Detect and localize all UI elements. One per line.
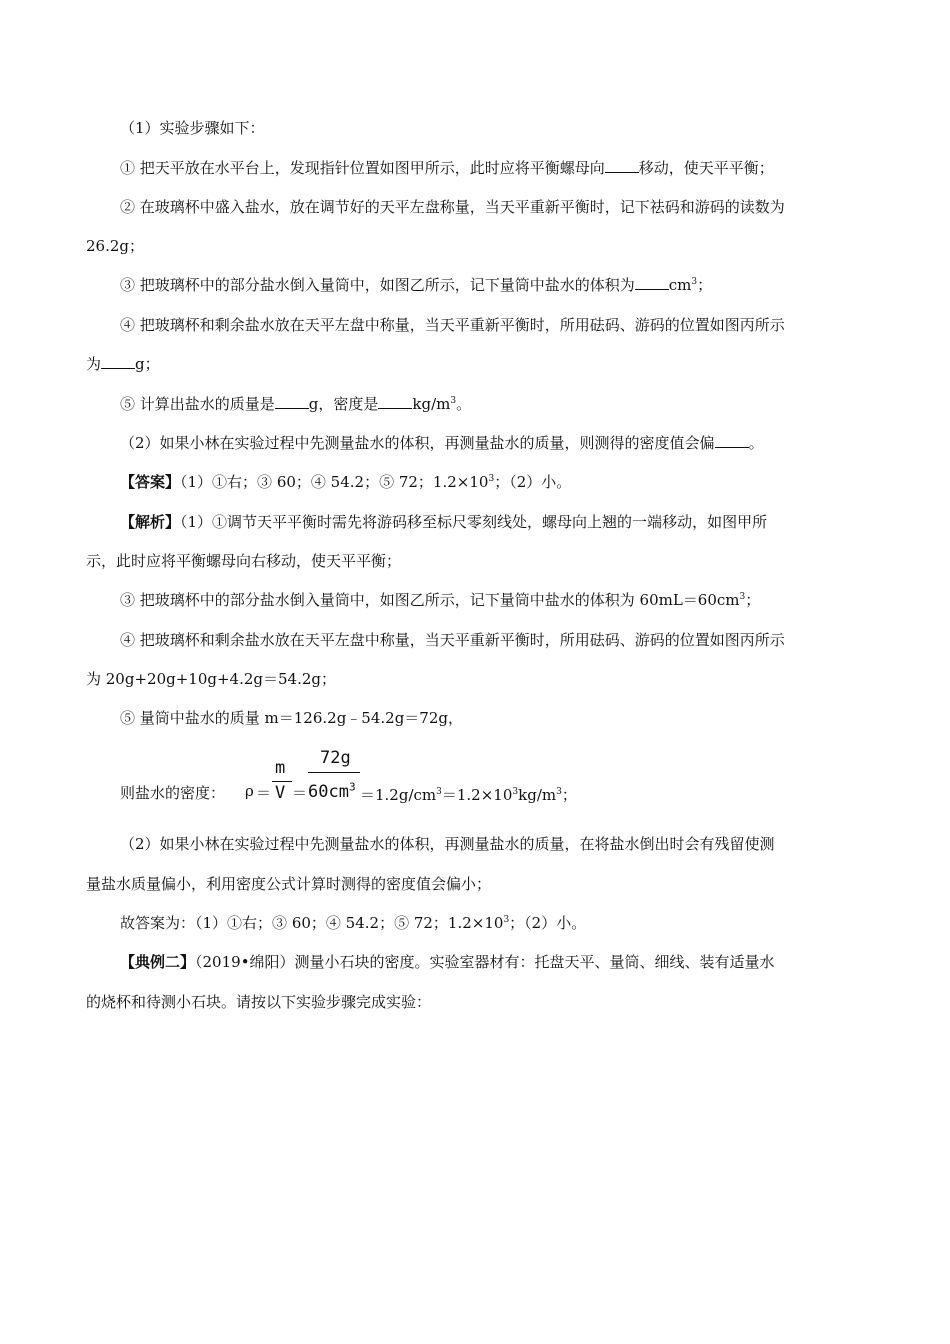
answer-line: 【答案】（1）①右；③ 60；④ 54.2；⑤ 72；$1.2\times 10^3$；（2）小。 <box>120 473 572 491</box>
density-formula <box>120 746 820 806</box>
step-4-cont: 为 g； <box>86 355 160 373</box>
analysis-step-4: ④ 把玻璃杯和剩余盐水放在天平左盘中称量，当天平重新平衡时，所用砝码、游码的位置如图丙所示 <box>120 631 785 649</box>
analysis-step-5: ⑤ 量筒中盐水的质量 m＝126.2g﹣54.2g＝72g， <box>120 709 463 727</box>
analysis-step-4-cont: 为 20g+20g+10g+4.2g＝54.2g； <box>86 670 336 688</box>
analysis-q2: （2）如果小林在实验过程中先测量盐水的体积，再测量盐水的质量，在将盐水倒出时会有残留使测 <box>120 835 775 853</box>
step-4: ④ 把玻璃杯和剩余盐水放在天平左盘中称量，当天平重新平衡时，所用砝码、游码的位置如图丙所示 <box>120 316 785 334</box>
answer-blank <box>378 394 412 409</box>
fraction-bar <box>308 772 360 773</box>
step-1: ① 把天平放在水平台上，发现指针位置如图甲所示，此时应将平衡螺母向 移动，使天平平衡； <box>120 159 774 177</box>
step-heading: （1）实验步骤如下： <box>120 119 265 137</box>
final-answer: 故答案为：（1）①右；③ 60；④ 54.2；⑤ 72；$1.2\times 10^3$；（2）小。 <box>120 914 587 932</box>
answer-blank <box>635 275 669 290</box>
question-2: （2）如果小林在实验过程中先测量盐水的体积，再测量盐水的质量，则测得的密度值会偏 。 <box>120 434 764 452</box>
analysis-line: 【解析】（1）①调节天平平衡时需先将游码移至标尺零刻线处，螺母向上翘的一端移动，如图甲所 <box>120 513 768 531</box>
formula-result: $=1.2g/cm^3=1.2\times 10^3kg/m^3$； <box>360 786 577 804</box>
step-5: ⑤ 计算出盐水的质量是 g，密度是 $kg/m^3$。 <box>120 395 472 413</box>
formula-rho: ρ <box>245 782 254 800</box>
step-2-cont: 26.2g； <box>86 237 145 255</box>
fraction-numerator-m: m <box>275 758 286 778</box>
step-3: ③ 把玻璃杯中的部分盐水倒入量筒中，如图乙所示，记下量筒中盐水的体积为 $cm^3$； <box>120 276 713 294</box>
answer-blank <box>101 354 135 369</box>
example-2-cont: 的烧杯和待测小石块。请按以下实验步骤完成实验： <box>86 993 432 1011</box>
answer-blank <box>275 394 309 409</box>
answer-blank <box>605 158 639 173</box>
step-2: ② 在玻璃杯中盛入盐水，放在调节好的天平左盘称量，当天平重新平衡时，记下祛码和游码的读数为 <box>120 198 785 216</box>
analysis-q2-cont: 量盐水质量偏小，利用密度公式计算时测得的密度值会偏小； <box>86 875 492 893</box>
fraction-denominator-v: V <box>275 783 286 803</box>
example-2-heading: 【典例二】（2019•绵阳）测量小石块的密度。实验室器材有：托盘天平、量筒、细线、装有适量水 <box>120 953 775 971</box>
formula-lead: 则盐水的密度： <box>120 784 226 802</box>
formula-equals: ＝ <box>256 784 272 802</box>
fraction-numerator-value: 72g <box>320 748 351 768</box>
formula-equals: ＝ <box>292 784 308 802</box>
answer-blank <box>715 433 749 448</box>
analysis-cont: 示，此时应将平衡螺母向右移动，使天平平衡； <box>86 552 402 570</box>
fraction-bar <box>272 781 292 782</box>
analysis-step-3: ③ 把玻璃杯中的部分盐水倒入量筒中，如图乙所示，记下量筒中盐水的体积为 $60mL=60cm^3$； <box>120 591 761 609</box>
fraction-denominator-value: $60cm^3$ <box>308 780 356 802</box>
